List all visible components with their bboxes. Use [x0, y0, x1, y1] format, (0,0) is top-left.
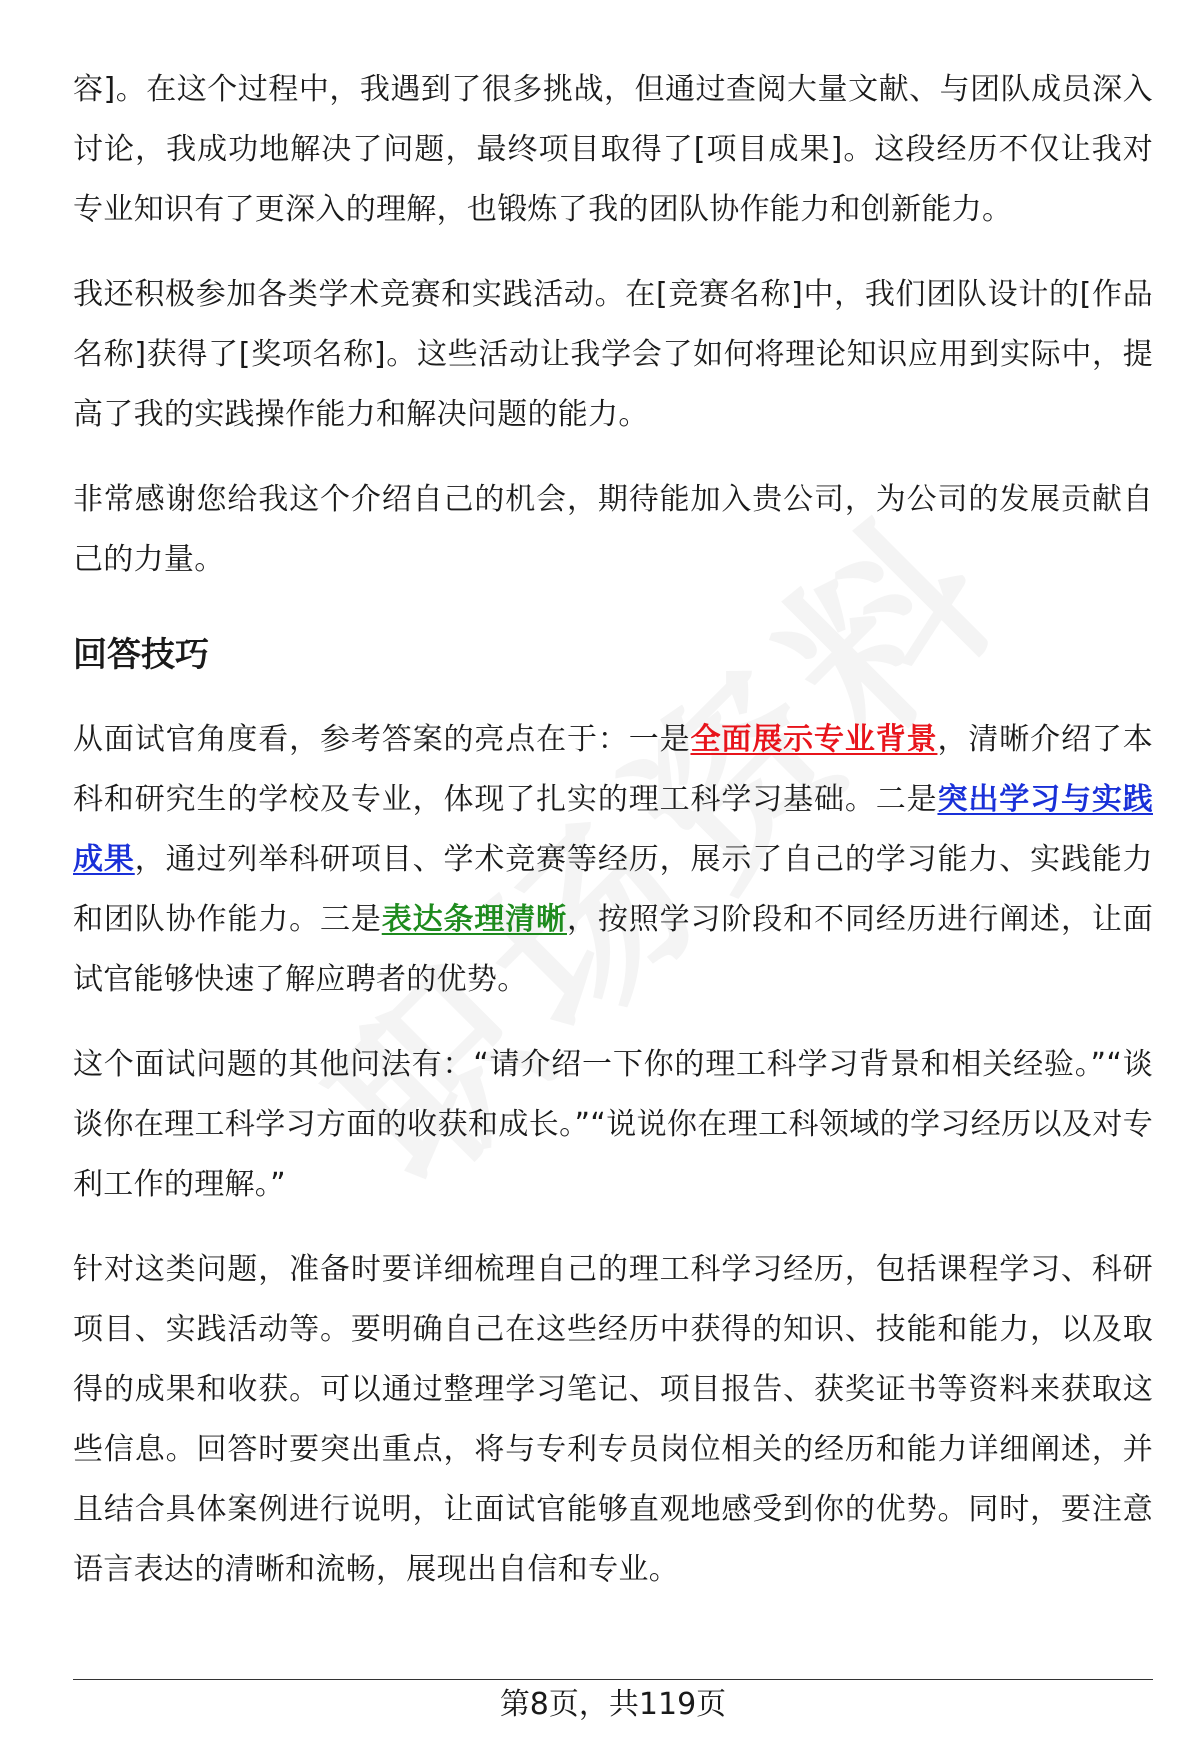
- paragraph-closing: 非常感谢您给我这个介绍自己的机会，期待能加入贵公司，为公司的发展贡献自己的力量。: [73, 482, 1153, 577]
- paragraph-project-experience: 容]。在这个过程中，我遇到了很多挑战，但通过查阅大量文献、与团队成员深入讨论，我成功地解决了问题，最终项目取得了[项目成果]。这段经历不仅让我对专业知识有了更深入的理解，也锻炼了我的团队协作能力和创新能力。: [73, 72, 1153, 227]
- page-number: 第8页，共119页: [499, 1687, 727, 1722]
- footer-divider: [73, 1679, 1153, 1680]
- document-page: [73, 60, 1153, 1625]
- paragraph-answer-tips: [73, 710, 1153, 1010]
- highlight-achievements: 突出学习与实践成果: [73, 782, 1153, 877]
- section-title: 回答技巧: [73, 635, 209, 675]
- tips-text-part3: ，通过列举科研项目、学术竞赛等经历，展示了自己的学习能力、实践能力和团队协作能力。三是: [73, 842, 1153, 937]
- tips-text-part4: ，按照学习阶段和不同经历进行阐述，让面试官能够快速了解应聘者的优势。: [73, 902, 1153, 997]
- paragraph-preparation-advice: 针对这类问题，准备时要详细梳理自己的理工科学习经历，包括课程学习、科研项目、实践活动等。要明确自己在这些经历中获得的知识、技能和能力，以及取得的成果和收获。可以通过整理学习笔记、项目报告、获奖证书等资料来获取这些信息。回答时要突出重点，将与专利专员岗位相关的经历和能力详细阐述，并且结合具体案例进行说明，让面试官能够直观地感受到你的优势。同时，要注意语言表达的清晰和流畅，展现出自信和专业。: [73, 1252, 1153, 1587]
- tips-text-part2: ，清晰介绍了本科和研究生的学校及专业，体现了扎实的理工科学习基础。二是: [73, 722, 1153, 817]
- paragraph-other-questions: 这个面试问题的其他问法有：“请介绍一下你的理工科学习背景和相关经验。”“谈谈你在理工科学习方面的收获和成长。”“说说你在理工科领域的学习经历以及对专利工作的理解。”: [73, 1047, 1153, 1202]
- highlight-professional-background: 全面展示专业背景: [690, 722, 938, 757]
- paragraph-competitions: 我还积极参加各类学术竞赛和实践活动。在[竞赛名称]中，我们团队设计的[作品名称]获得了[奖项名称]。这些活动让我学会了如何将理论知识应用到实际中，提高了我的实践操作能力和解决问题的能力。: [73, 277, 1153, 432]
- highlight-clear-expression: 表达条理清晰: [381, 902, 567, 937]
- tips-text-part1: 从面试官角度看，参考答案的亮点在于：一是: [73, 722, 691, 757]
